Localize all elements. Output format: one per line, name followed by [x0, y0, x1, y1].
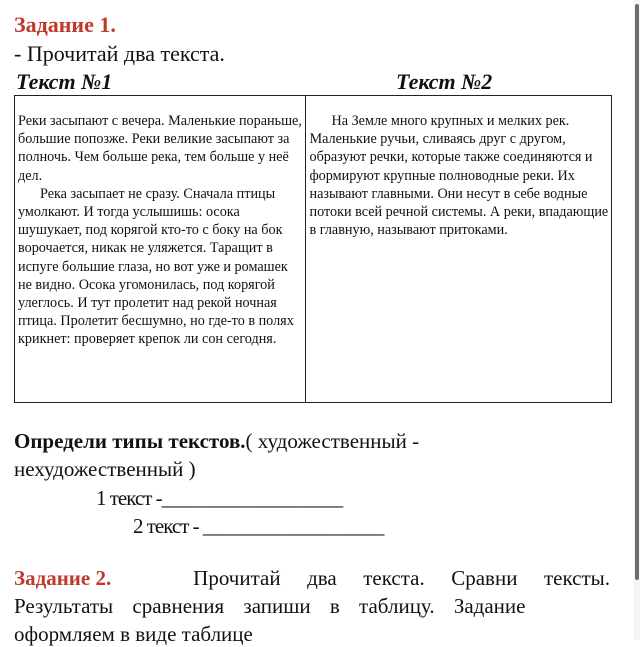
text1-paragraph-2: Река засыпает не сразу. Сначала птицы умолкают. И тогда услышишь: осока шушукает, под корягой кто-то с боку на бок ворочается, никак не уляжется. Таращит в испуге большие глаза, но вот уже и ромашек не видно. Осока угомонилась, под корягой улеглось. И тут пролетит над рекой ночная птица. Пролетит бесшумно, но где-то в полях крикнет: проверяет крепок ли сон сегодня. [18, 185, 294, 348]
scrollbar-thumb[interactable] [635, 4, 639, 580]
question-line-1 [14, 429, 419, 454]
question-bold: Определи типы текстов. [14, 429, 246, 453]
text1-cell [15, 96, 306, 403]
task2-title: Задание 2. [14, 566, 112, 590]
answer-line-1: 1 текст -___________________ [96, 486, 343, 510]
text1-paragraph-1: Реки засыпают с вечера. Маленькие пораньше, большие попозже. Реки великие засыпают за полночь. Чем больше река, тем больше у неё дел. [18, 113, 302, 184]
question-line-2: нехудожественный ) [14, 457, 196, 481]
question-rest: ( художественный - [245, 429, 420, 453]
answer-line-2: 2 текст - ___________________ [133, 514, 384, 538]
text2-paragraph-1: На Земле много крупных и мелких рек. Маленькие ручьи, сливаясь друг с другом, образуют речки, которые также соединяются и формируют крупные полноводные реки. Их называют главными. Они несут в себе водные потоки всей речной системы. А реки, впадающие в главную, называют притоками. [309, 113, 609, 239]
task2-line1-rest: Прочитай два текста. Сравни тексты. [193, 566, 610, 590]
task2-line-1 [14, 566, 610, 591]
scrollbar-track[interactable] [634, 0, 640, 640]
text2-header: Текст №2 [396, 69, 493, 94]
texts-table [14, 95, 612, 403]
task1-instruction: - Прочитай два текста. [14, 41, 225, 66]
text1-header: Текст №1 [16, 69, 113, 94]
text2-cell [306, 96, 612, 403]
task1-title: Задание 1. [14, 12, 116, 37]
task2-line-3: оформляем в виде таблице [14, 622, 253, 646]
task2-line-2: Результаты сравнения запиши в таблицу. Задание [14, 594, 526, 618]
